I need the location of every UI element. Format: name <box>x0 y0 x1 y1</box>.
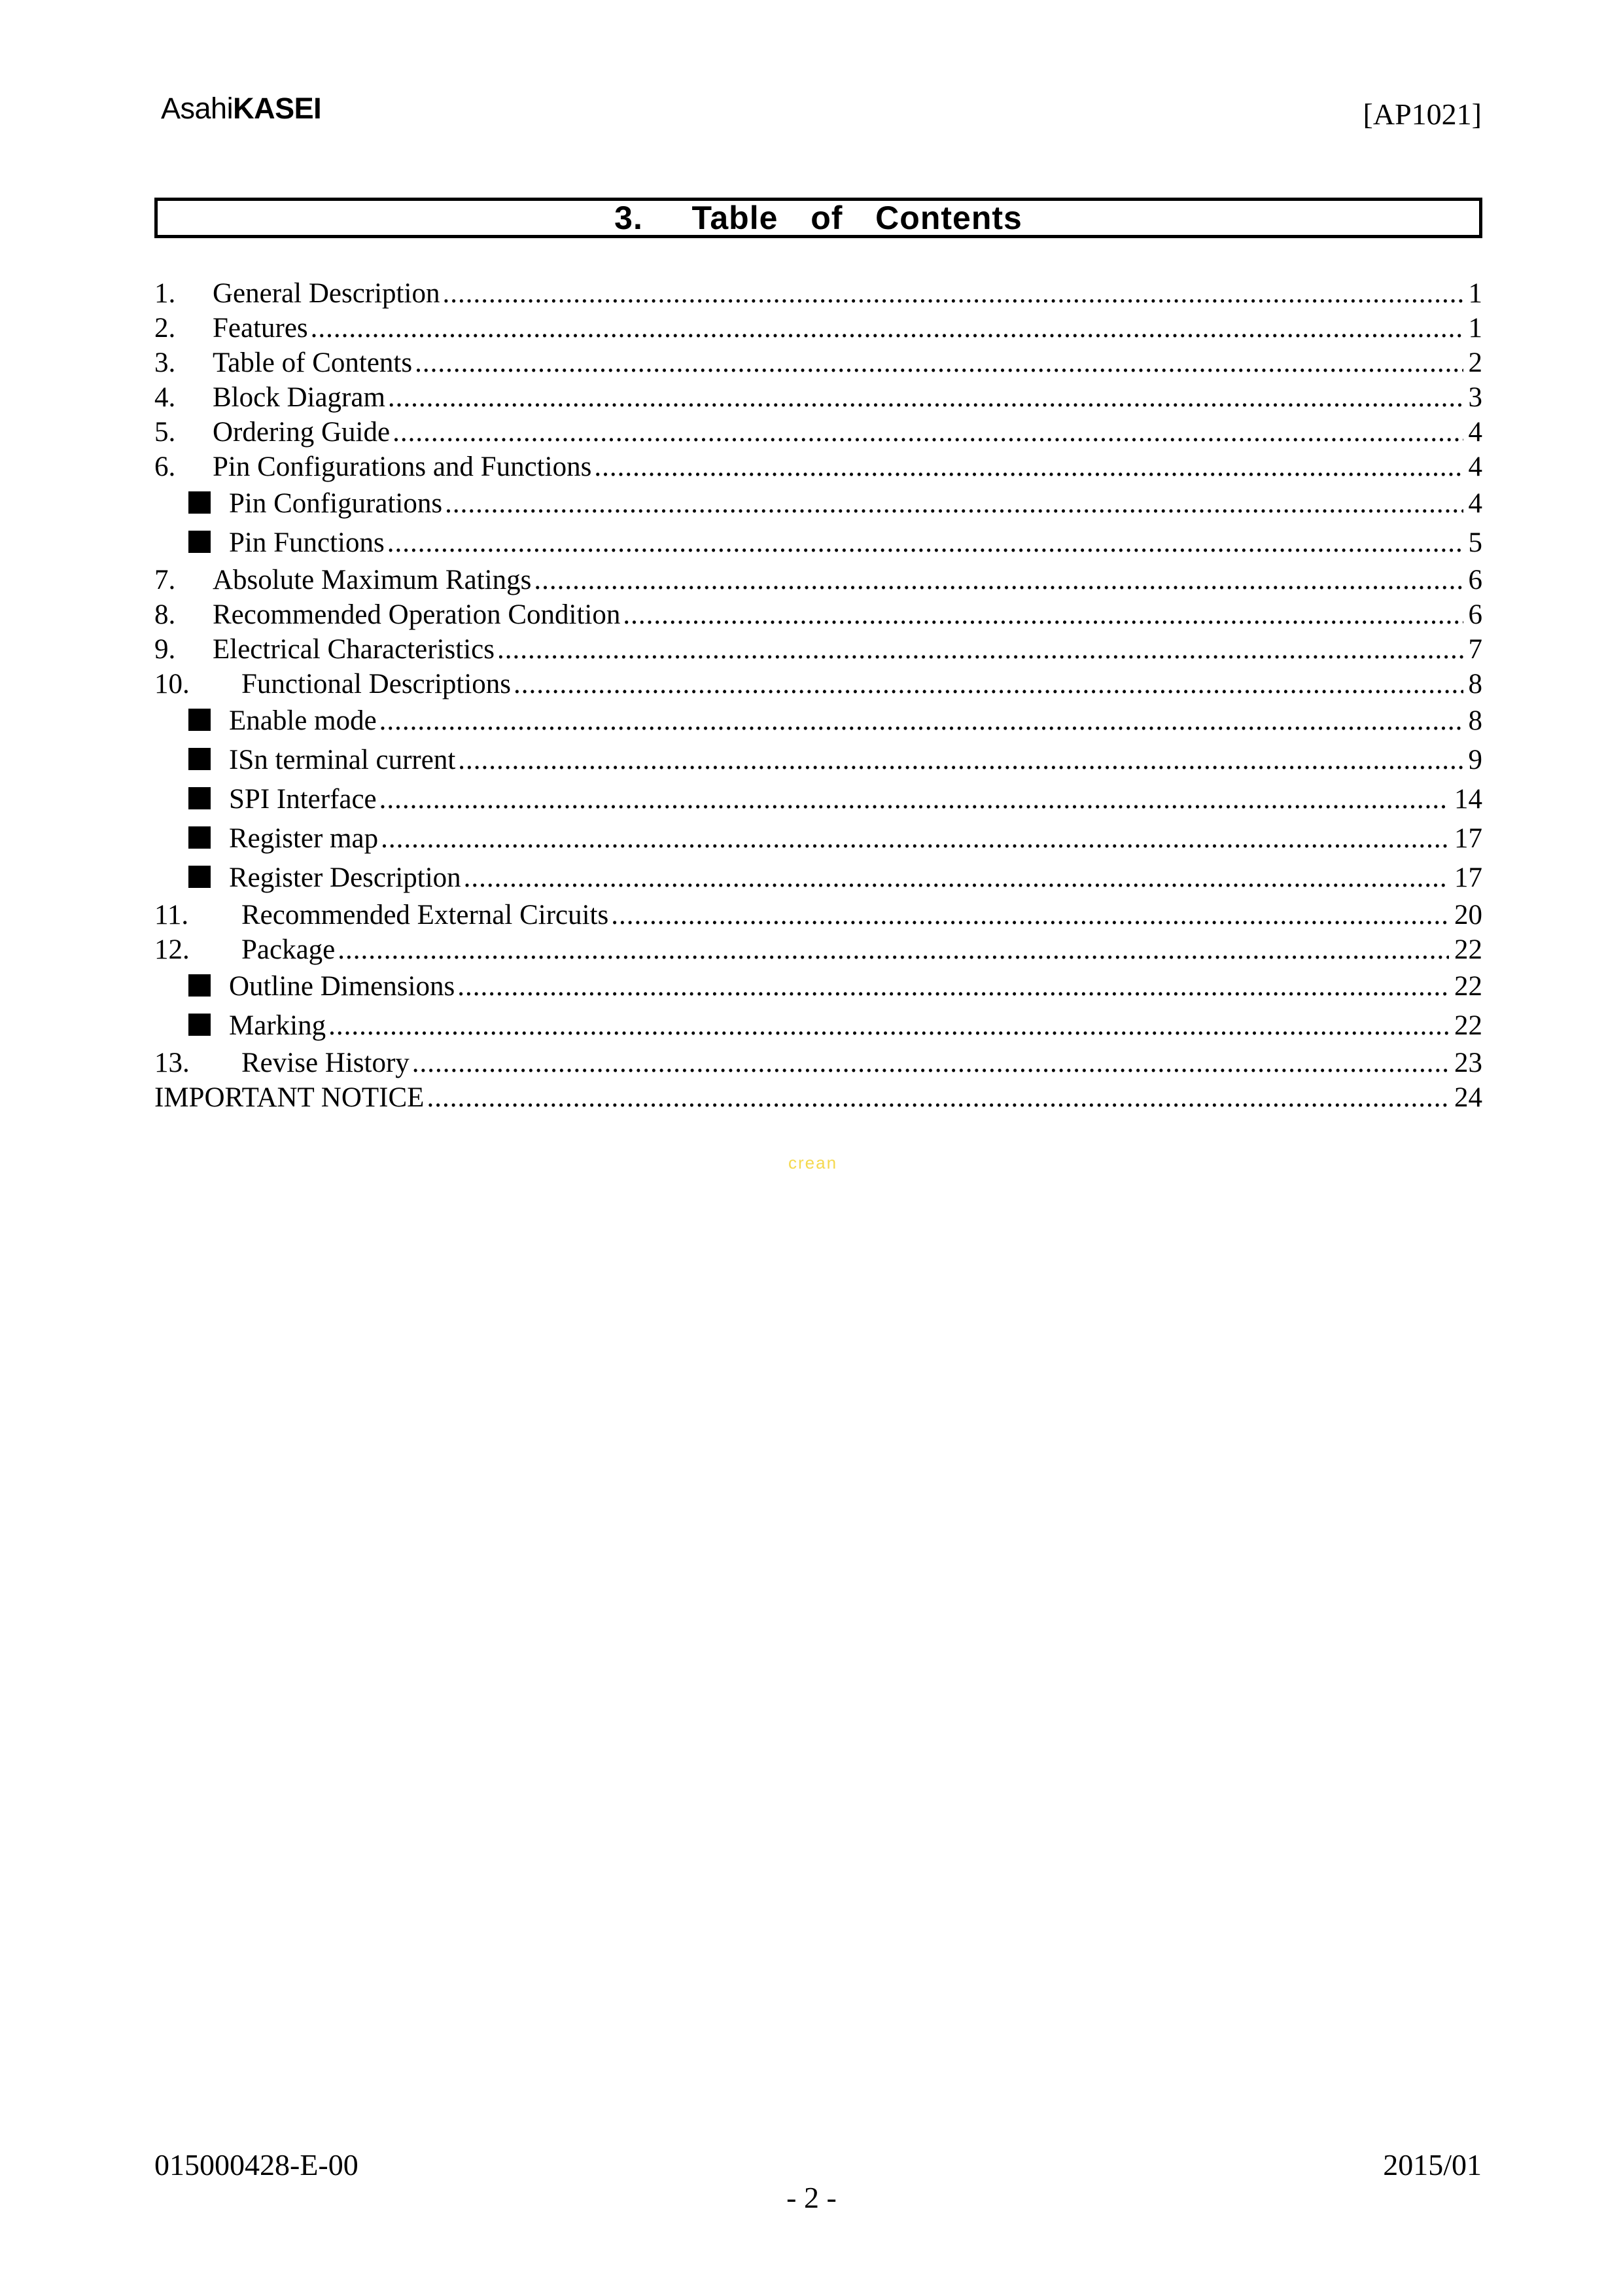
toc-entry[interactable] <box>154 597 1482 632</box>
toc-number: 7. <box>154 565 176 595</box>
toc-leader <box>514 667 1463 701</box>
toc-page: 8 <box>1468 669 1482 699</box>
toc-entry[interactable] <box>154 632 1482 667</box>
toc-number: 11. <box>154 900 189 930</box>
toc-leader <box>534 563 1463 597</box>
logo-brand: KASEI <box>233 92 322 125</box>
toc-leader <box>393 415 1463 450</box>
toc-subentry[interactable] <box>154 484 1482 523</box>
toc-label: IMPORTANT NOTICE <box>154 1082 425 1113</box>
toc-number: 6. <box>154 451 176 482</box>
toc-label: General Description <box>213 278 440 309</box>
toc-leader <box>388 380 1463 415</box>
toc-entry[interactable] <box>154 311 1482 345</box>
toc-label: Enable mode <box>229 705 377 736</box>
toc-number: 3. <box>154 347 176 378</box>
bullet-square-icon <box>188 531 211 553</box>
toc-page: 22 <box>1454 971 1482 1002</box>
toc-page: 9 <box>1468 745 1482 775</box>
toc-page: 24 <box>1454 1082 1482 1113</box>
toc-page: 6 <box>1468 565 1482 595</box>
toc-label: Pin Functions <box>229 527 385 558</box>
section-title: 3. Table of Contents <box>614 200 1022 236</box>
toc-label: Pin Configurations and Functions <box>213 451 592 482</box>
toc-label: Recommended Operation Condition <box>213 599 621 630</box>
toc-page: 22 <box>1454 1010 1482 1041</box>
toc-page: 4 <box>1468 417 1482 448</box>
toc-entry[interactable] <box>154 563 1482 597</box>
toc-subentry[interactable] <box>154 523 1482 563</box>
toc-label: Recommended External Circuits <box>241 900 609 930</box>
toc-leader <box>457 967 1449 1006</box>
toc-label: ISn terminal current <box>229 745 456 775</box>
toc-page: 23 <box>1454 1048 1482 1078</box>
toc-entry[interactable] <box>154 932 1482 967</box>
toc-label: Register map <box>229 823 379 854</box>
bullet-square-icon <box>188 787 211 809</box>
toc-number: 13. <box>154 1048 190 1078</box>
bullet-square-icon <box>188 491 211 514</box>
toc-page: 5 <box>1468 527 1482 558</box>
toc-label: Marking <box>229 1010 326 1041</box>
toc-label: Package <box>241 934 336 965</box>
toc-number: 8. <box>154 599 176 630</box>
toc-leader <box>427 1080 1449 1115</box>
toc-number: 1. <box>154 278 176 309</box>
toc-page: 4 <box>1468 451 1482 482</box>
toc-leader <box>381 819 1449 858</box>
toc-label: Features <box>213 313 308 344</box>
toc-page: 2 <box>1468 347 1482 378</box>
toc-label: Functional Descriptions <box>241 669 512 699</box>
bullet-square-icon <box>188 826 211 849</box>
toc-page: 8 <box>1468 705 1482 736</box>
toc-leader <box>611 898 1449 932</box>
bullet-square-icon <box>188 866 211 888</box>
footer-doc-number: 015000428-E-00 <box>154 2148 358 2181</box>
footer-date: 2015/01 <box>1383 2148 1482 2181</box>
toc-entry[interactable] <box>154 415 1482 450</box>
toc-number: 5. <box>154 417 176 448</box>
toc-label: Register Description <box>229 862 461 893</box>
toc-label: Revise History <box>241 1048 410 1078</box>
toc-number: 4. <box>154 382 176 413</box>
company-logo <box>161 92 321 126</box>
toc-entry[interactable] <box>154 345 1482 380</box>
toc-leader <box>458 741 1463 780</box>
toc-entry[interactable] <box>154 276 1482 311</box>
toc-leader <box>594 450 1463 484</box>
toc-leader <box>328 1006 1449 1046</box>
toc-leader <box>497 632 1463 667</box>
table-of-contents <box>154 276 1482 1115</box>
toc-leader <box>379 701 1463 741</box>
toc-label: Table of Contents <box>213 347 413 378</box>
toc-label: SPI Interface <box>229 784 377 815</box>
watermark: crean <box>788 1153 838 1173</box>
toc-page: 3 <box>1468 382 1482 413</box>
toc-subentry[interactable] <box>154 780 1482 819</box>
toc-page: 22 <box>1454 934 1482 965</box>
toc-leader <box>442 276 1463 311</box>
toc-subentry[interactable] <box>154 858 1482 898</box>
footer-page-number: - 2 - <box>786 2181 837 2214</box>
toc-leader <box>379 780 1449 819</box>
toc-subentry[interactable] <box>154 1006 1482 1046</box>
toc-entry[interactable] <box>154 898 1482 932</box>
toc-page: 14 <box>1454 784 1482 815</box>
toc-label: Outline Dimensions <box>229 971 455 1002</box>
toc-entry[interactable] <box>154 667 1482 701</box>
toc-entry[interactable] <box>154 450 1482 484</box>
toc-leader <box>415 345 1463 380</box>
toc-subentry[interactable] <box>154 701 1482 741</box>
toc-number: 9. <box>154 634 176 665</box>
bullet-square-icon <box>188 709 211 731</box>
toc-page: 4 <box>1468 488 1482 519</box>
toc-leader <box>464 858 1449 898</box>
toc-subentry[interactable] <box>154 819 1482 858</box>
toc-number: 10. <box>154 669 190 699</box>
toc-page: 1 <box>1468 278 1482 309</box>
toc-page: 17 <box>1454 862 1482 893</box>
section-title-box <box>154 198 1482 238</box>
toc-label: Block Diagram <box>213 382 385 413</box>
bullet-square-icon <box>188 1014 211 1036</box>
toc-number: 12. <box>154 934 190 965</box>
toc-leader <box>445 484 1463 523</box>
toc-label: Electrical Characteristics <box>213 634 495 665</box>
toc-leader <box>623 597 1463 632</box>
toc-page: 17 <box>1454 823 1482 854</box>
bullet-square-icon <box>188 748 211 770</box>
toc-entry[interactable] <box>154 1080 1482 1115</box>
toc-leader <box>338 932 1449 967</box>
toc-number: 2. <box>154 313 176 344</box>
toc-label: Ordering Guide <box>213 417 391 448</box>
logo-prefix: Asahi <box>161 92 234 125</box>
toc-subentry[interactable] <box>154 967 1482 1006</box>
toc-label: Pin Configurations <box>229 488 443 519</box>
toc-page: 20 <box>1454 900 1482 930</box>
bullet-square-icon <box>188 974 211 997</box>
toc-leader <box>387 523 1463 563</box>
toc-entry[interactable] <box>154 380 1482 415</box>
toc-page: 6 <box>1468 599 1482 630</box>
toc-entry[interactable] <box>154 1046 1482 1080</box>
toc-subentry[interactable] <box>154 741 1482 780</box>
toc-page: 7 <box>1468 634 1482 665</box>
toc-page: 1 <box>1468 313 1482 344</box>
toc-label: Absolute Maximum Ratings <box>213 565 532 595</box>
toc-leader <box>412 1046 1449 1080</box>
toc-leader <box>311 311 1463 345</box>
document-id: [AP1021] <box>1363 97 1482 131</box>
